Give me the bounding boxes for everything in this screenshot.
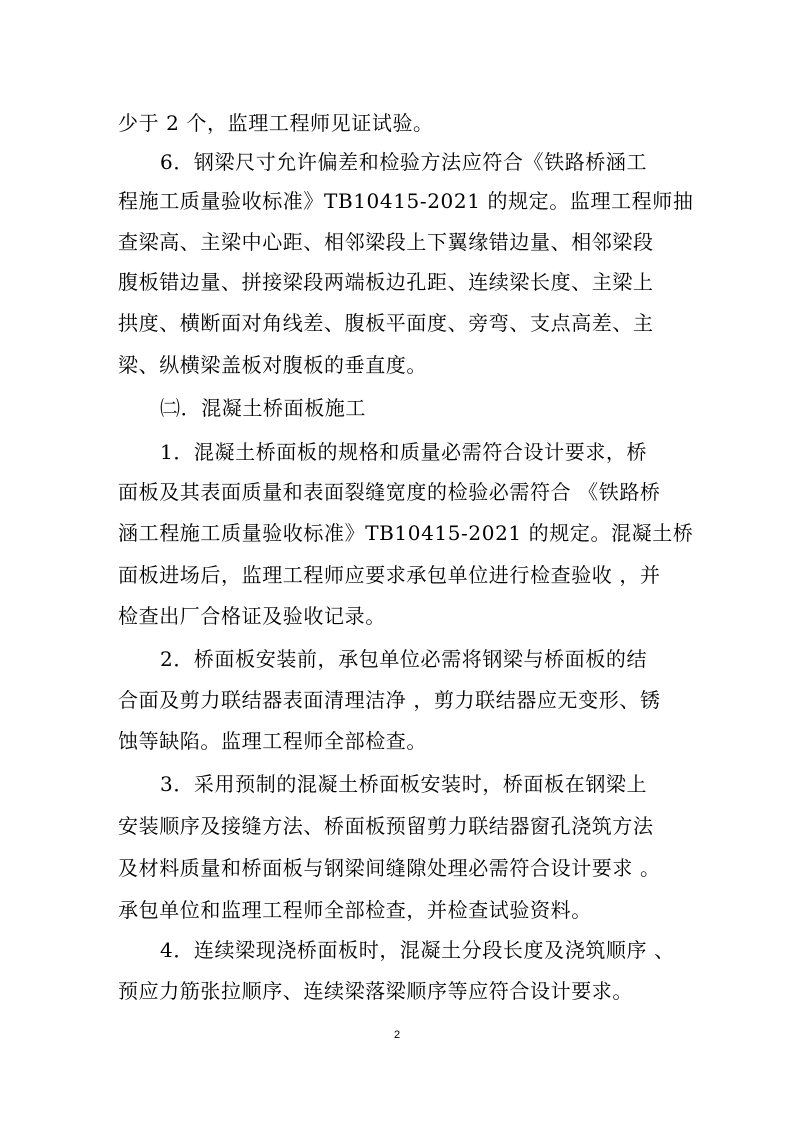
text-line: 查梁高、主梁中心距、相邻梁段上下翼缘错边量、相邻梁段 <box>118 230 654 254</box>
text-line: 面板及其表面质量和表面裂缝宽度的检验必需符合 《铁路桥 <box>118 480 661 504</box>
text-line: 腹板错边量、拼接梁段两端板边孔距、连续梁长度、主梁上 <box>118 270 654 294</box>
text-line: 3．采用预制的混凝土桥面板安装时，桥面板在钢梁上 <box>160 772 648 796</box>
text-line: 少于 2 个，监理工程师见证试验。 <box>118 111 434 135</box>
text-line: 2．桥面板安装前，承包单位必需将钢梁与桥面板的结 <box>160 647 648 671</box>
text-line: 蚀等缺陷。监理工程师全部检查。 <box>118 729 427 753</box>
text-line: 承包单位和监理工程师全部检查，并检查试验资料。 <box>118 898 592 922</box>
text-line: 程施工质量验收标准》TB10415-2021 的规定。监理工程师抽 <box>118 189 694 213</box>
text-line: 1．混凝土桥面板的规格和质量必需符合设计要求，桥 <box>160 440 648 464</box>
text-line: 梁、纵横梁盖板对腹板的垂直度。 <box>118 353 427 377</box>
text-line: 4．连续梁现浇桥面板时，混凝土分段长度及浇筑顺序 、 <box>160 938 675 962</box>
text-line: 涵工程施工质量验收标准》TB10415-2021 的规定。混凝土桥 <box>118 521 694 545</box>
text-line: 6．钢梁尺寸允许偏差和检验方法应符合《铁路桥涵工 <box>160 150 648 174</box>
section-heading: ㈡．混凝土桥面板施工 <box>160 396 366 420</box>
text-line: 检查出厂合格证及验收记录。 <box>118 604 386 628</box>
text-line: 合面及剪力联结器表面清理洁净 ，剪力联结器应无变形、锈 <box>118 688 661 712</box>
text-line: 面板进场后，监理工程师应要求承包单位进行检查验收 ，并 <box>118 563 661 587</box>
page-number: 2 <box>393 1029 401 1041</box>
text-line: 拱度、横断面对角线差、腹板平面度、旁弯、支点高差、主 <box>118 311 654 335</box>
text-line: 及材料质量和桥面板与钢梁间缝隙处理必需符合设计要求 。 <box>118 856 661 880</box>
text-line: 安装顺序及接缝方法、桥面板预留剪力联结器窗孔浇筑方法 <box>118 814 654 838</box>
text-line: 预应力筋张拉顺序、连续梁落梁顺序等应符合设计要求。 <box>118 979 633 1003</box>
